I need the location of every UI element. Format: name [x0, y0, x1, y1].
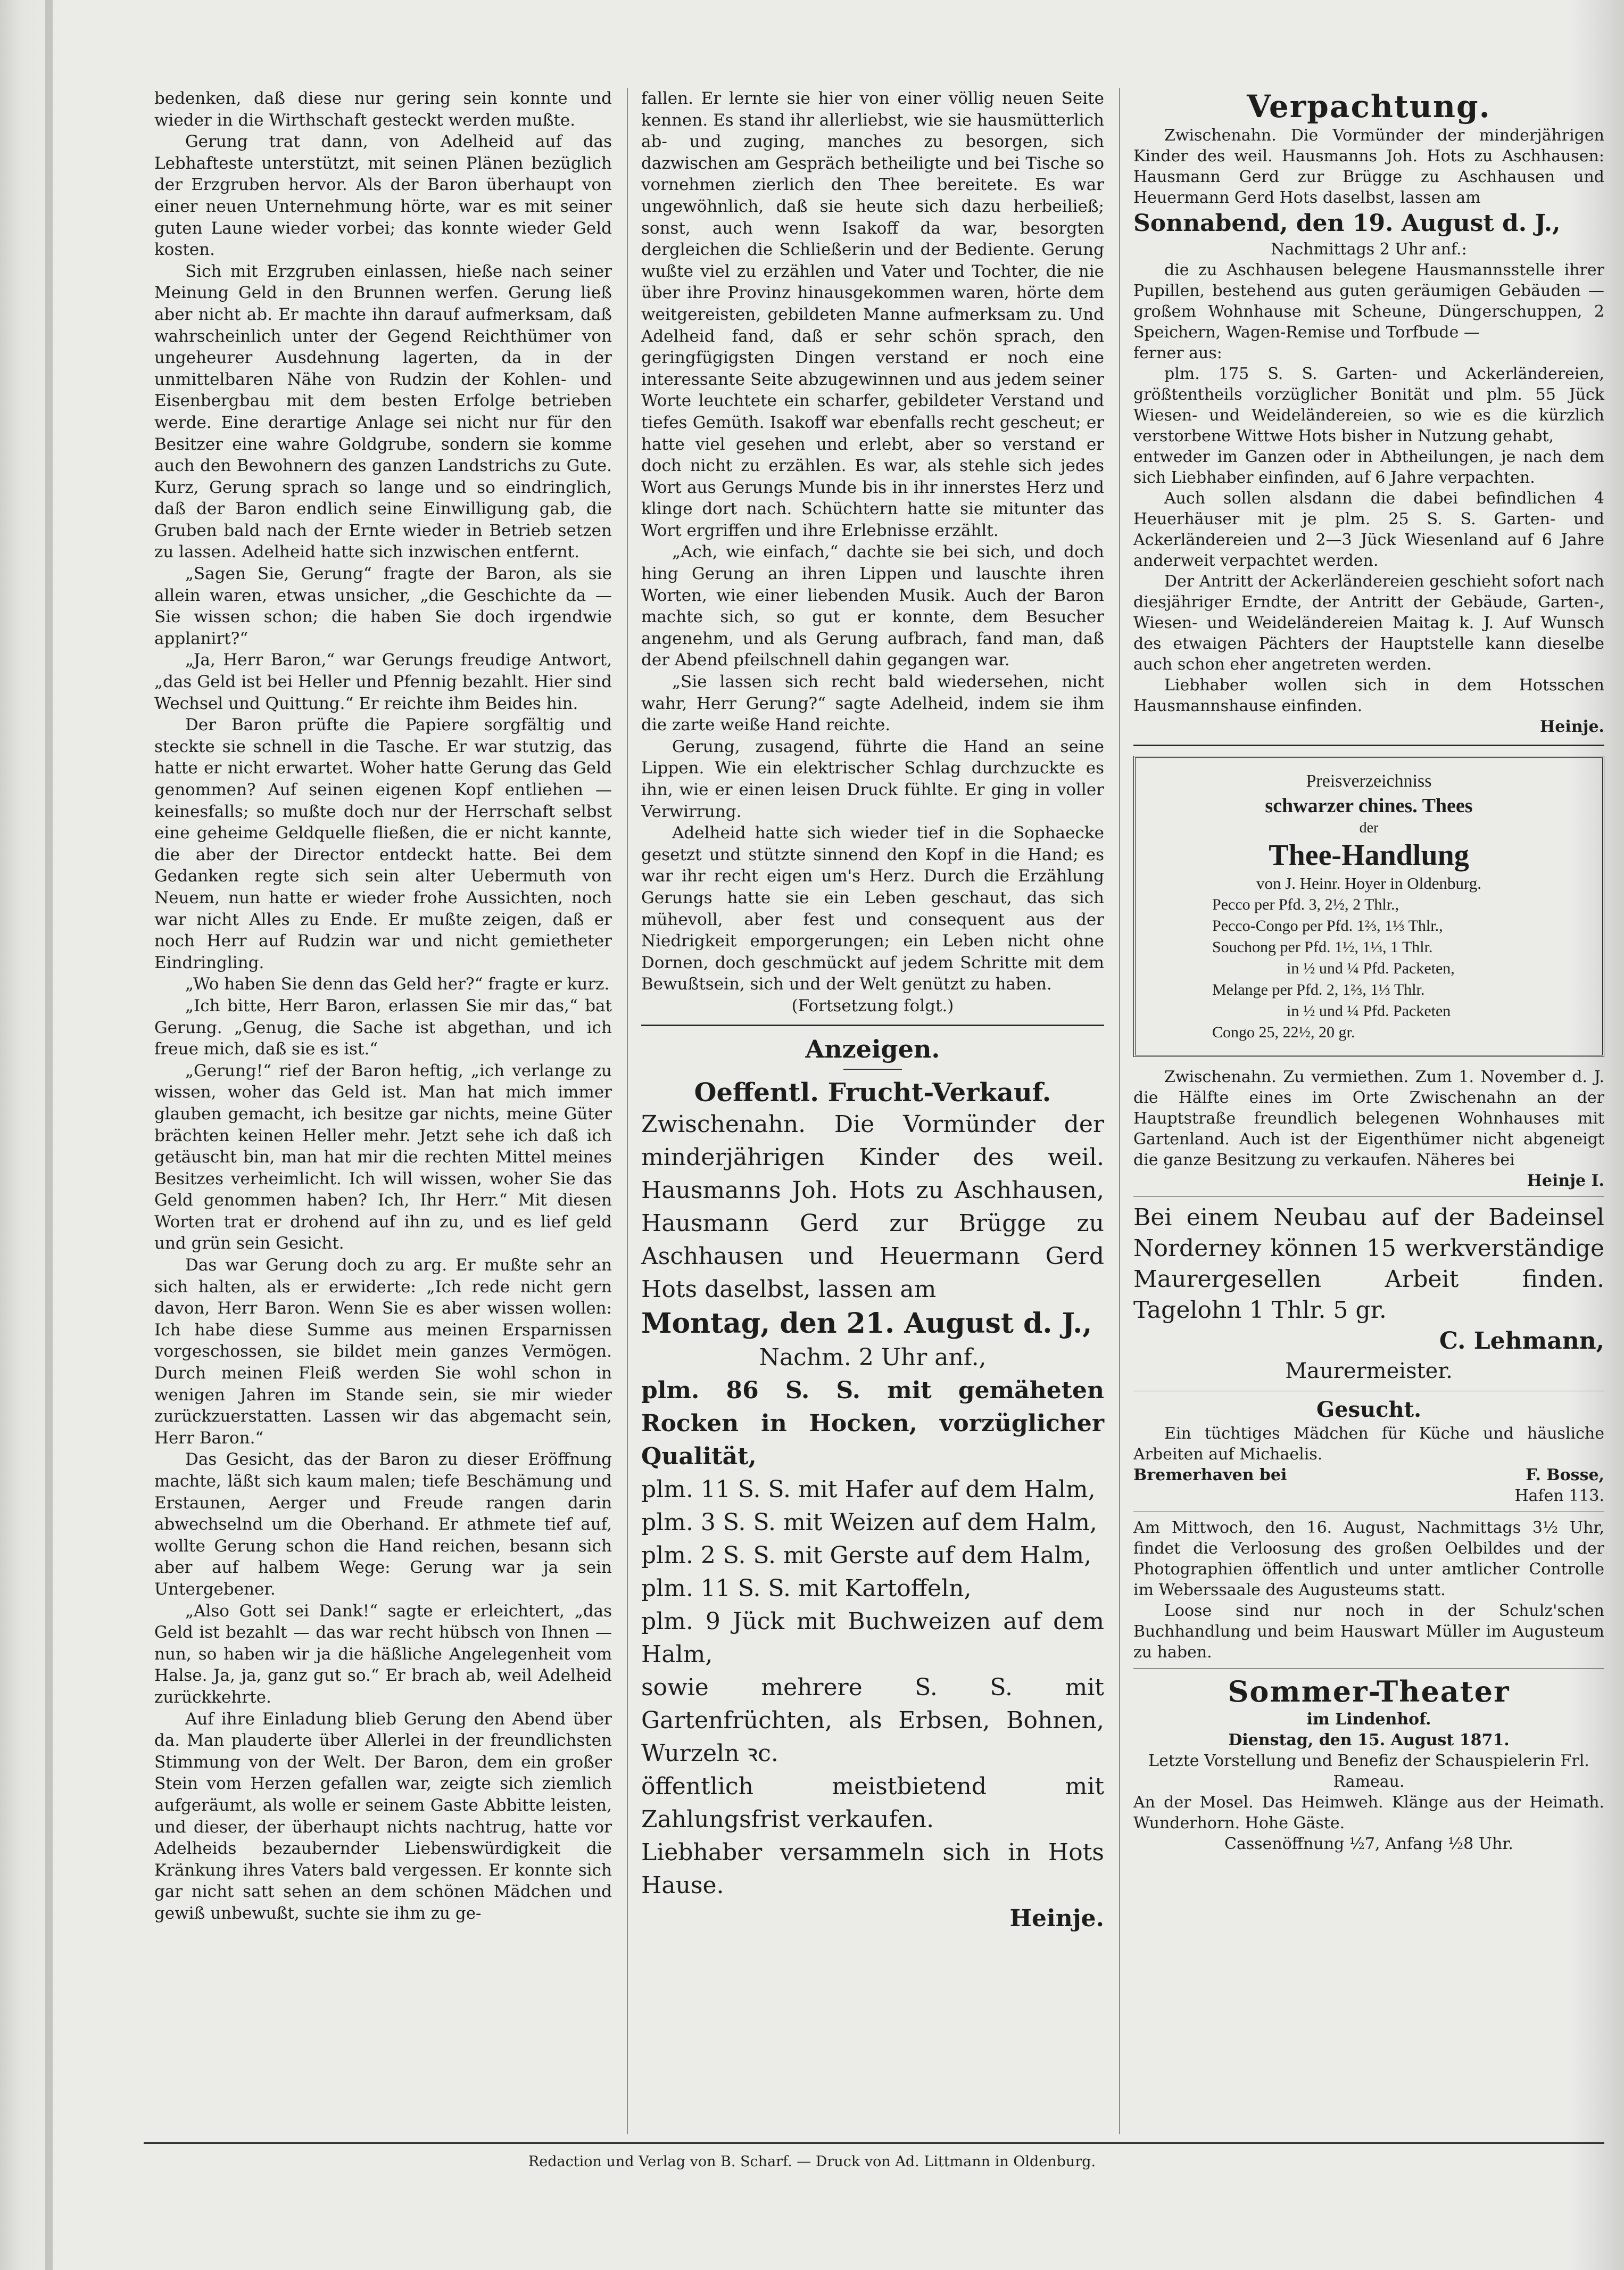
ad-verloosung: Loose sind nur noch in der Schulz'schen Buchhandlung und beim Hauswart Müller im Augusteum zu haben. — [1133, 1602, 1604, 1662]
ad-time: Nachmittags 2 Uhr anf.: — [1271, 240, 1467, 259]
ad-fruchtverkauf — [641, 1108, 1104, 1935]
column-3 — [1133, 88, 1604, 1854]
tee-price: Pecco-Congo per Pfd. 1⅔, 1⅓ Thlr., — [1212, 917, 1443, 935]
ad-signature: Heinje I. — [1527, 1171, 1604, 1190]
ad-title-gesucht: Gesucht. — [1316, 1397, 1422, 1422]
tee-price: in ½ und ¼ Pfd. Packeten, — [1287, 960, 1455, 977]
ad-title-theater: Sommer-Theater — [1228, 1674, 1510, 1708]
ad-maurer: Bei einem Neubau auf der Badeinsel Norderney können 15 werkverständige Maurergesellen Arbeit finden. Tagelohn 1 Thlr. 5 gr. — [1133, 1204, 1604, 1324]
paragraph: „Sie lassen sich recht bald wiedersehen, nicht wahr, Herr Gerung?“ sagte Adelheid, indem sie ihm die zarte weiße Hand reichte. — [641, 672, 1104, 735]
title-underline — [843, 1069, 902, 1070]
tee-line: der — [1359, 820, 1379, 836]
section-rule — [641, 1025, 1104, 1026]
ad-text: Der Antritt der Ackerländereien geschieht sofort nach diesjähriger Erndte, der Antritt der Gebäude, Garten-, Wiesen- und Weideländereien Maitag k. J. Auf Wunsch des etwaigen Pächters der Hauptstelle kann dieselbe auch schon eher angetreten werden. — [1133, 572, 1604, 674]
tee-line: Preisverzeichniss — [1306, 771, 1432, 791]
paragraph: bedenken, daß diese nur gering sein konnte und wieder in die Wirthschaft gesteckt werden mußte. — [154, 89, 612, 130]
tee-price: Congo 25, 22½, 20 gr. — [1212, 1023, 1355, 1041]
ad-name: F. Bosse, — [1526, 1466, 1604, 1484]
tee-price: Pecco per Pfd. 3, 2½, 2 Thlr., — [1212, 896, 1399, 913]
tee-price: in ½ und ¼ Pfd. Packeten — [1287, 1002, 1451, 1020]
tee-line: von J. Heinr. Hoyer in Oldenburg. — [1256, 874, 1482, 893]
imprint: Redaction und Verlag von B. Scharf. — Druck von Ad. Littmann in Oldenburg. — [528, 2153, 1096, 2170]
ad-line: sowie mehrere S. S. mit Gartenfrüchten, als Erbsen, Bohnen, Wurzeln ꝛc. — [641, 1673, 1104, 1767]
ad-line: plm. 11 S. S. mit Hafer auf dem Halm, — [641, 1475, 1096, 1503]
ad-signature: Heinje. — [1539, 717, 1604, 736]
ad-intro: Zwischenahn. Die Vormünder der minderjährigen Kinder des weil. Hausmanns Joh. Hots zu Aschhausen: Hausmann Gerd zur Brügge zu Aschhausen und Heuermann Gerd Hots daselbst, lassen am — [1133, 126, 1604, 207]
tee-title: Thee-Handlung — [1269, 839, 1469, 872]
ad-time: Nachm. 2 Uhr anf., — [759, 1343, 987, 1371]
paragraph: Adelheid hatte sich wieder tief in die Sophaecke gesetzt und stützte sinnend den Kopf in die Hand; es war ihr recht eigen um's Herz. Durch die Erzählung Gerungs hatte sie ein Leben geschaut, das sich mühevoll, aber fest und consequent aus der Niedrigkeit emporgerungen; ein Leben nicht ohne Dornen, doch geschmückt auf jedem Schritte mit dem Bewußtsein, sich und der Welt genützt zu haben. — [641, 823, 1104, 994]
paragraph: Gerung, zusagend, führte die Hand an seine Lippen. Wie ein elektrischer Schlag durchzuckte es ihn, wie er einen leisen Druck fühlte. Er ging in voller Verwirrung. — [641, 737, 1104, 821]
ad-rule — [1133, 1196, 1604, 1197]
paragraph: „Ja, Herr Baron,“ war Gerungs freudige Antwort, „das Geld ist bei Heller und Pfennig bezahlt. Hier sind Wechsel und Quittung.“ Er reichte ihm Beides hin. — [154, 650, 612, 713]
ad-vermieten: Zwischenahn. Zu vermiethen. Zum 1. November d. J. die Hälfte eines im Orte Zwischenahn an der Hauptstraße freundlich belegenen Wohnhauses mit Gartenland. Auch ist der Eigenthümer nicht abgeneigt die ganze Besitzung zu verkaufen. Näheres bei — [1133, 1068, 1604, 1169]
paragraph: Sich mit Erzgruben einlassen, hieße nach seiner Meinung Geld in den Brunnen werfen. Gerung ließ aber nicht ab. Er machte ihn darauf aufmerksam, daß wahrscheinlich unter der Gegend Reichthümer von ungeheurer Ausdehnung lagerten, da in der unmittelbaren Nähe von Rudzin der Kohlen- und Eisenbergbau mit dem besten Erfolge betrieben werde. Eine derartige Anlage sei nicht nur für den Besitzer eine wahre Goldgrube, sondern sie komme auch den Bewohnern des ganzen Landstrichs zu Gute. Kurz, Gerung sprach so lange und so eindringlich, daß der Baron endlich seine Einwilligung gab, die Gruben bald nach der Ernte wieder in Betrieb setzen zu lassen. Adelheid hatte sich inzwischen entfernt. — [154, 261, 612, 562]
tee-price: Souchong per Pfd. 1½, 1⅓, 1 Thlr. — [1212, 938, 1433, 956]
column-2 — [641, 88, 1104, 1935]
column-1 — [154, 88, 612, 1924]
paragraph: Auf ihre Einladung blieb Gerung den Abend über da. Man plauderte über Allerlei in der freundlichsten Stimmung von der Welt. Der Baron, dem ein großer Stein vom Herzen gefallen war, zeigte sich ziemlich aufgeräumt, als wolle er seinem Gaste Abbitte leisten, und dieser, der überhaupt nichts nachtrug, hatte vor Adelheids bezaubernder Liebenswürdigkeit die Kränkung ihres Vaters bald vergessen. Er konnte sich gar nicht satt sehen an dem schönen Mädchen und gewiß unbewußt, suchte sie ihm zu ge- — [154, 1709, 612, 1923]
column-divider — [627, 88, 628, 2134]
theater-text: An der Mosel. Das Heimweh. Klänge aus der Heimath. Wunderhorn. Hohe Gäste. — [1133, 1793, 1604, 1832]
paragraph: fallen. Er lernte sie hier von einer völlig neuen Seite kennen. Es stand ihr allerliebst, wie sie hausmütterlich ab- und zuging, manches zu besorgen, sich dazwischen am Gespräch betheiligte und bei Tische so vornehmen zierlich den Thee bereitete. Es war ungewöhnlich, daß sie heute sich dazu herbeiließ; sonst, auch wenn Isakoff da war, besorgten dergleichen die Schließerin und der Bediente. Gerung wußte viel zu erzählen und Vater und Tochter, die nie über ihre Provinz hinausgekommen waren, hörte dem weitgereisten, gebildeten Manne aufmerksam zu. Und Adelheid fand, daß er sehr schön sprach, den geringfügigsten Dingen verstand er noch eine interessante Seite abzugewinnen und aus jedem seiner Worte leuchtete ein scharfer, gebildeter Verstand und tiefes Gemüth. Isakoff war ebenfalls recht gescheut; er hatte viel gesehen und erlebt, aber so verstand er doch nicht zu erzählen. Es war, als stehle sich jedes Wort aus Gerungs Munde bis in ihr innerstes Herz und klinge dort nach. Schüchtern hatte sie mitunter das Wort ergriffen und ihre Erlebnisse erzählt. — [641, 89, 1104, 540]
ad-title-fruchtverkauf: Oeffentl. Frucht-Verkauf. — [694, 1077, 1051, 1108]
theater-text: Cassenöffnung ½7, Anfang ½8 Uhr. — [1224, 1835, 1513, 1853]
ad-text: Liebhaber wollen sich in dem Hotsschen Hausmannshause einfinden. — [1133, 676, 1604, 715]
page-edge — [45, 0, 53, 2270]
ad-line: Liebhaber versammeln sich in Hots Hause. — [641, 1838, 1104, 1899]
ad-line: plm. 86 S. S. mit gemäheten Rocken in Hocken, vorzüglicher Qualität, — [641, 1376, 1104, 1470]
theater-text: Letzte Vorstellung und Benefiz der Schauspielerin Frl. Rameau. — [1148, 1752, 1589, 1791]
section-title-anzeigen: Anzeigen. — [805, 1034, 940, 1063]
ad-text: Auch sollen alsdann die dabei befindlichen 4 Heuerhäuser mit je plm. 25 S. S. Garten- und Ackerländereien und 2—3 Jück Wiesenland auf 6 Jahre anderweit verpachtet werden. — [1133, 489, 1604, 570]
place-text: Bremerhaven bei — [1133, 1466, 1287, 1484]
footer-rule — [144, 2142, 1604, 2144]
ad-line: plm. 2 S. S. mit Gerste auf dem Halm, — [641, 1541, 1092, 1569]
ad-line: plm. 3 S. S. mit Weizen auf dem Halm, — [641, 1508, 1097, 1536]
paragraph: „Gerung!“ rief der Baron heftig, „ich verlange zu wissen, woher das Geld ist. Man hat mich immer glauben gemacht, ich besitze gar nichts, meine Güter brächten keinen Heller mehr. Jetzt sehe ich daß ich getäuscht bin, man hat mir die rechten Mittel meines Besitzes verheimlicht. Ich will wissen, woher Sie das Geld genommen haben? Ich, Ihr Herr.“ Mit diesen Worten trat er drohend auf ihn zu, und es lief geld und grün sein Gesicht. — [154, 1061, 612, 1253]
theater-sub: im Lindenhof. — [1306, 1710, 1431, 1729]
ad-tee-box — [1133, 756, 1604, 1057]
paragraph: „Also Gott sei Dank!“ sagte er erleichtert, „das Geld ist bezahlt — das war recht hübsch von Ihnen — nun, so haben wir ja die häßliche Angelegenheit vom Halse. Ja, ja, ganz gut so.“ Er brach ab, weil Adelheid zurückkehrte. — [154, 1601, 612, 1707]
ad-verloosung: Am Mittwoch, den 16. August, Nachmittags 3½ Uhr, findet die Verloosung des großen Oelbildes und der Photographien öffentlich und unter amtlicher Controlle im Weberssaale des Augusteums statt. — [1133, 1518, 1604, 1599]
ad-place — [1133, 1465, 1604, 1485]
theater-date: Dienstag, den 15. August 1871. — [1228, 1731, 1510, 1749]
column-divider — [1119, 88, 1120, 2134]
tee-price: Melange per Pfd. 2, 1⅔, 1⅓ Thlr. — [1212, 981, 1425, 998]
ad-signature: Heinje. — [1009, 1904, 1104, 1932]
ad-text: plm. 175 S. S. Garten- und Ackerländereien, größtentheils vorzüglicher Bonität und plm. 55 Jück Wiesen- und Weideländereien, so wie es die kürzlich verstorbene Wittwe Hots bisher in Nutzung gehabt, — [1133, 365, 1604, 445]
paragraph: „Ach, wie einfach,“ dachte sie bei sich, und doch hing Gerung an ihren Lippen und lauschte ihren Worten, wie einer liebenden Musik. Auch der Baron machte sich, so gut er konnte, dem Besucher angenehm, und als Gerung aufbrach, fand man, daß der Abend pfeilschnell dahin gegangen war. — [641, 542, 1104, 670]
ad-date: Montag, den 21. August d. J., — [641, 1307, 1092, 1340]
ad-role: Maurermeister. — [1285, 1359, 1453, 1383]
ad-text: die zu Aschhausen belegene Hausmannsstelle ihrer Pupillen, bestehend aus guten geräumigen Gebäuden — großem Wohnhause mit Scheune, Düngerschuppen, 2 Speichern, Wagen-Remise und Torfbude — — [1133, 261, 1604, 342]
ad-text: ferner aus: — [1133, 344, 1222, 362]
ad-name: C. Lehmann, — [1439, 1327, 1604, 1355]
ad-line: plm. 9 Jück mit Buchweizen auf dem Halm, — [641, 1607, 1104, 1668]
paragraph: Das Gesicht, das der Baron zu dieser Eröffnung machte, läßt sich kaum malen; tiefe Beschämung und Erstaunen, Aerger und Freude rangen darin abwechselnd um die Oberhand. Er athmete tief auf, wollte Gerung schon die Hand reichen, besann sich aber auf halbem Wege: Gerung war ja sein Untergebener. — [154, 1450, 612, 1599]
continued-note: (Fortsetzung folgt.) — [791, 996, 954, 1016]
ad-text: entweder im Ganzen oder in Abtheilungen, je nach dem sich Liebhaber einfinden, auf 6 Jahre verpachten. — [1133, 448, 1604, 487]
paragraph: „Sagen Sie, Gerung“ fragte der Baron, als sie allein waren, etwas unsicher, „die Geschichte da — Sie wissen schon; die haben Sie doch irgendwie applanirt?“ — [154, 564, 612, 648]
ad-line: öffentlich meistbietend mit Zahlungsfrist verkaufen. — [641, 1772, 1104, 1833]
paragraph: „Ich bitte, Herr Baron, erlassen Sie mir das,“ bat Gerung. „Genug, die Sache ist abgethan, und ich freue mich, daß sie es ist.“ — [154, 996, 612, 1059]
ad-address: Hafen 113. — [1514, 1487, 1604, 1505]
paragraph: Der Baron prüfte die Papiere sorgfältig und steckte sie schnell in die Tasche. Er war stutzig, das hatte er nicht erwartet. Woher hatte Gerung das Geld genommen? Auf seinen eigenen Kopf entliehen — keinesfalls; so mußte doch nur der Herrschaft selbst eine geheime Geldquelle fließen, die er nicht kannte, die aber der Director entdeckt hatte. Bei dem Gedanken regte sich sein alter Uebermuth von Neuem, nun hatte er wieder frohe Aussichten, noch war nicht Alles zu Ende. Er mußte zeigen, daß er noch Herr auf Rudzin war und nicht gemietheter Eindringling. — [154, 715, 612, 972]
paragraph: Das war Gerung doch zu arg. Er mußte sehr an sich halten, als er erwiderte: „Ich rede nicht gern davon, Herr Baron. Wenn Sie es aber wissen wollen: Ich habe diese Summe aus meinen Ersparnissen vorgeschossen, sie bildet mein ganzes Vermögen. Durch meinen Fleiß werden Sie wohl schon in wenigen Jahren im Stande sein, sie mir wieder zurückzuerstatten. Lassen wir das abgemacht sein, Herr Baron.“ — [154, 1256, 612, 1448]
ad-intro: Zwischenahn. Die Vormünder der minderjährigen Kinder des weil. Hausmanns Joh. Hots zu Aschhausen, Hausmann Gerd zur Brügge zu Aschhausen und Heuermann Gerd Hots daselbst, lassen am — [641, 1110, 1104, 1303]
paragraph: Gerung trat dann, von Adelheid auf das Lebhafteste unterstützt, mit seinen Plänen bezüglich der Erzgruben hervor. Als der Baron überhaupt von einer neuen Unternehmung hörte, war es mit seiner guten Laune wieder vorbei; das konnte wieder Geld kosten. — [154, 132, 612, 260]
ad-rule — [1133, 745, 1604, 746]
tee-line: schwarzer chines. Thees — [1265, 795, 1473, 817]
ad-text: Ein tüchtiges Mädchen für Küche und häusliche Arbeiten auf Michaelis. — [1133, 1424, 1604, 1464]
ad-line: plm. 11 S. S. mit Kartoffeln, — [641, 1574, 972, 1602]
ad-rule — [1133, 1668, 1604, 1669]
ad-title-verpachtung: Verpachtung. — [1247, 88, 1491, 125]
ad-date: Sonnabend, den 19. August d. J., — [1133, 210, 1561, 237]
paragraph: „Wo haben Sie denn das Geld her?“ fragte er kurz. — [185, 975, 610, 994]
